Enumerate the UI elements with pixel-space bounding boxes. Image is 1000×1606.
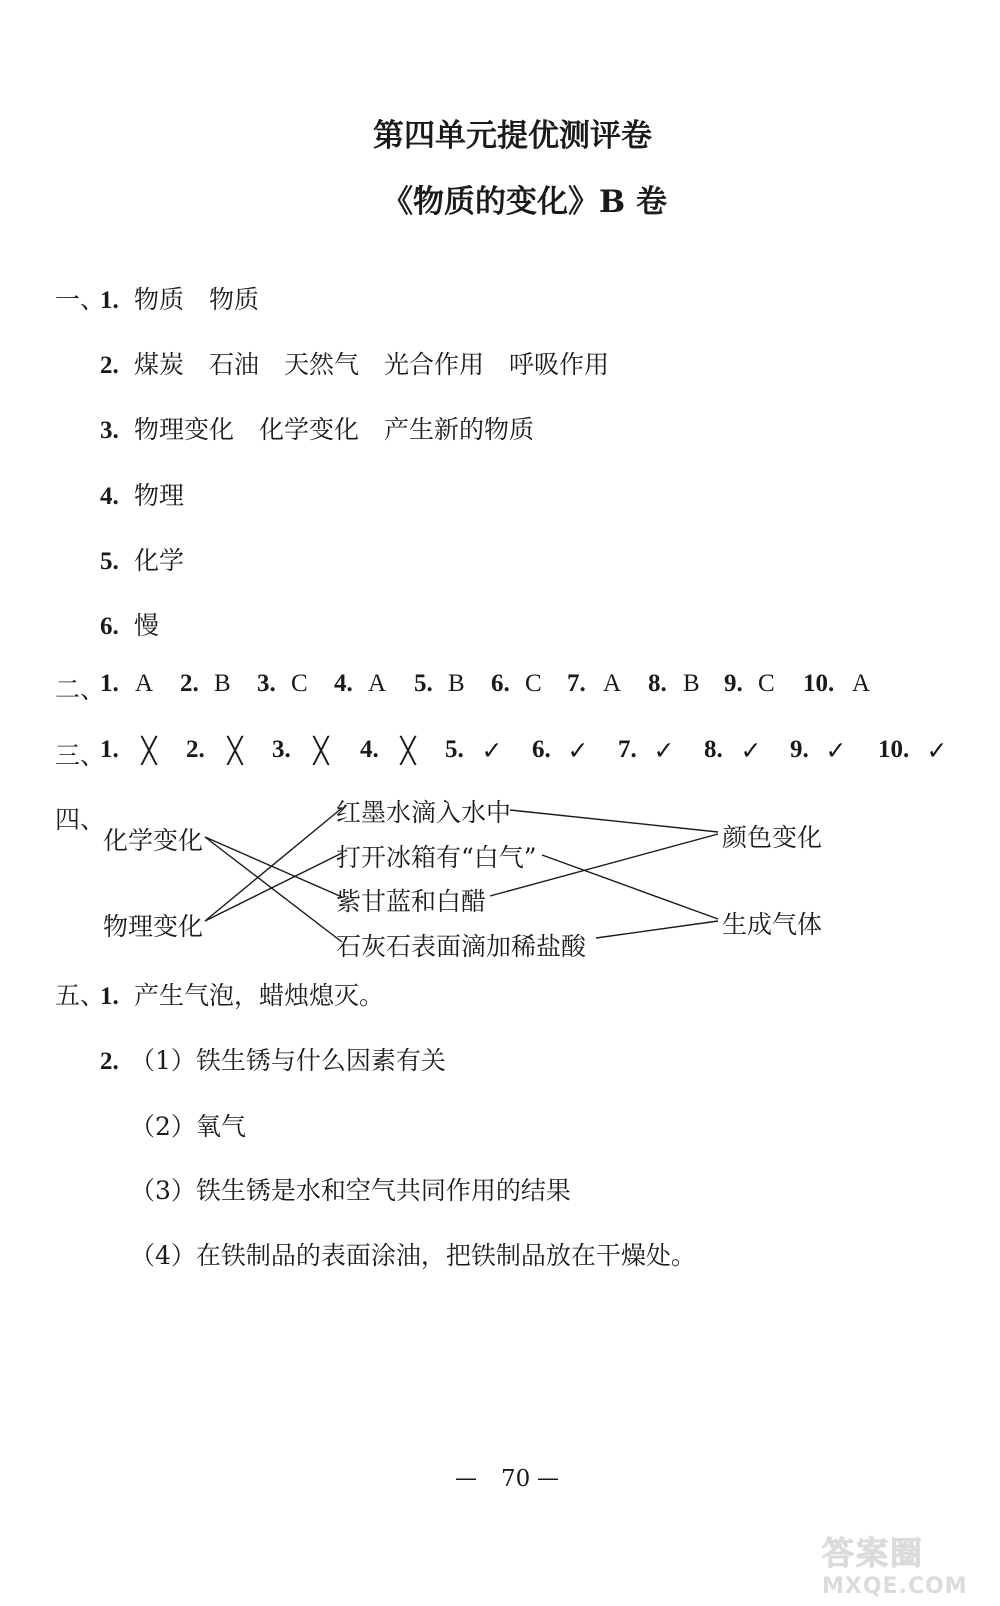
item-number: 4. bbox=[100, 483, 119, 510]
s2-ans: C bbox=[291, 670, 308, 697]
item-answer: 产生气泡，蜡烛熄灭。 bbox=[134, 981, 385, 1010]
match-line bbox=[205, 837, 342, 942]
s3-num: 6. bbox=[532, 736, 551, 763]
s3-num: 3. bbox=[272, 736, 291, 763]
match-middle-2: 打开冰箱有“白气” bbox=[336, 843, 537, 872]
match-left-chemical: 化学变化 bbox=[103, 826, 204, 855]
item-number: 2. bbox=[100, 1048, 119, 1075]
match-right-gas: 生成气体 bbox=[722, 910, 823, 939]
match-right-color: 颜色变化 bbox=[722, 823, 823, 852]
section5-item-2-part-4: （4）在铁制品的表面涂油，把铁制品放在干燥处。 bbox=[130, 1241, 696, 1270]
s2-ans: A bbox=[135, 670, 154, 697]
section5-item-2-part-2: （2）氧气 bbox=[130, 1112, 246, 1141]
s2-ans: A bbox=[852, 670, 871, 697]
section5-label: 五、 bbox=[55, 981, 106, 1010]
item-number: 1. bbox=[100, 287, 119, 314]
section1-label: 一、 bbox=[55, 285, 106, 314]
check-mark-icon: ✓ bbox=[926, 736, 948, 765]
cross-mark-icon: ╳ bbox=[227, 736, 243, 765]
s2-num: 2. bbox=[180, 670, 199, 697]
item-answer: 煤炭 石油 天然气 光合作用 呼吸作用 bbox=[134, 350, 610, 379]
match-line bbox=[542, 855, 718, 919]
page-title: 第四单元提优测评卷 bbox=[373, 118, 652, 154]
item-answer: 化学 bbox=[134, 546, 185, 575]
section3-label: 三、 bbox=[55, 741, 106, 770]
watermark-top: 答案圈 bbox=[822, 1534, 925, 1572]
section5-item-1 bbox=[100, 976, 384, 1012]
match-line bbox=[596, 921, 718, 938]
s2-num: 4. bbox=[334, 670, 353, 697]
match-left-physical: 物理变化 bbox=[103, 912, 204, 941]
s2-ans: C bbox=[758, 670, 775, 697]
section4-label: 四、 bbox=[55, 805, 106, 834]
cross-mark-icon: ╳ bbox=[141, 736, 157, 765]
cross-mark-icon: ╳ bbox=[400, 736, 416, 765]
s3-num: 1. bbox=[100, 736, 119, 763]
item-answer: 慢 bbox=[134, 611, 160, 640]
match-line bbox=[205, 853, 342, 921]
s2-num: 7. bbox=[567, 670, 586, 697]
s2-ans: B bbox=[214, 670, 231, 697]
match-middle-3: 紫甘蓝和白醋 bbox=[336, 887, 487, 916]
watermark-bottom: MXQE.COM bbox=[822, 1574, 968, 1599]
item-number: 5. bbox=[100, 548, 119, 575]
item-answer: （1）铁生锈与什么因素有关 bbox=[130, 1046, 446, 1075]
s3-num: 9. bbox=[790, 736, 809, 763]
match-middle-1: 红墨水滴入水中 bbox=[336, 798, 512, 827]
s2-num: 6. bbox=[491, 670, 510, 697]
s2-num: 3. bbox=[257, 670, 276, 697]
s3-num: 5. bbox=[445, 736, 464, 763]
s2-ans: A bbox=[603, 670, 622, 697]
s2-ans: B bbox=[683, 670, 700, 697]
s2-ans: A bbox=[368, 670, 387, 697]
s2-num: 9. bbox=[724, 670, 743, 697]
section5-item-2 bbox=[100, 1041, 446, 1077]
item-answer: 物理 bbox=[134, 481, 185, 510]
match-line bbox=[205, 837, 342, 897]
s2-num: 1. bbox=[100, 670, 119, 697]
s3-num: 10. bbox=[878, 736, 910, 763]
page-number-dash-right: — bbox=[537, 1466, 559, 1491]
item-number: 1. bbox=[100, 983, 119, 1010]
watermark-logo bbox=[822, 1528, 992, 1602]
cross-mark-icon: ╳ bbox=[313, 736, 329, 765]
check-mark-icon: ✓ bbox=[825, 736, 847, 765]
item-number: 2. bbox=[100, 352, 119, 379]
s2-num: 8. bbox=[648, 670, 667, 697]
item-answer: 物理变化 化学变化 产生新的物质 bbox=[134, 415, 535, 444]
s2-ans: C bbox=[525, 670, 542, 697]
item-number: 6. bbox=[100, 613, 119, 640]
check-mark-icon: ✓ bbox=[653, 736, 675, 765]
item-number: 3. bbox=[100, 417, 119, 444]
page-subtitle: 《物质的变化》B 卷 bbox=[382, 184, 667, 220]
check-mark-icon: ✓ bbox=[740, 736, 762, 765]
s2-num: 10. bbox=[803, 670, 835, 697]
page-number: 70 bbox=[501, 1466, 531, 1492]
check-mark-icon: ✓ bbox=[567, 736, 589, 765]
item-answer: 物质 物质 bbox=[134, 285, 260, 314]
check-mark-icon: ✓ bbox=[481, 736, 503, 765]
match-line bbox=[510, 810, 718, 832]
s3-num: 8. bbox=[704, 736, 723, 763]
section2-label: 二、 bbox=[55, 675, 106, 704]
match-middle-4: 石灰石表面滴加稀盐酸 bbox=[336, 932, 587, 961]
s3-num: 4. bbox=[360, 736, 379, 763]
s2-num: 5. bbox=[414, 670, 433, 697]
s3-num: 2. bbox=[186, 736, 205, 763]
page-number-dash-left: — bbox=[455, 1466, 477, 1491]
s3-num: 7. bbox=[618, 736, 637, 763]
match-line bbox=[205, 808, 342, 921]
s2-ans: B bbox=[448, 670, 465, 697]
section5-item-2-part-3: （3）铁生锈是水和空气共同作用的结果 bbox=[130, 1176, 571, 1205]
